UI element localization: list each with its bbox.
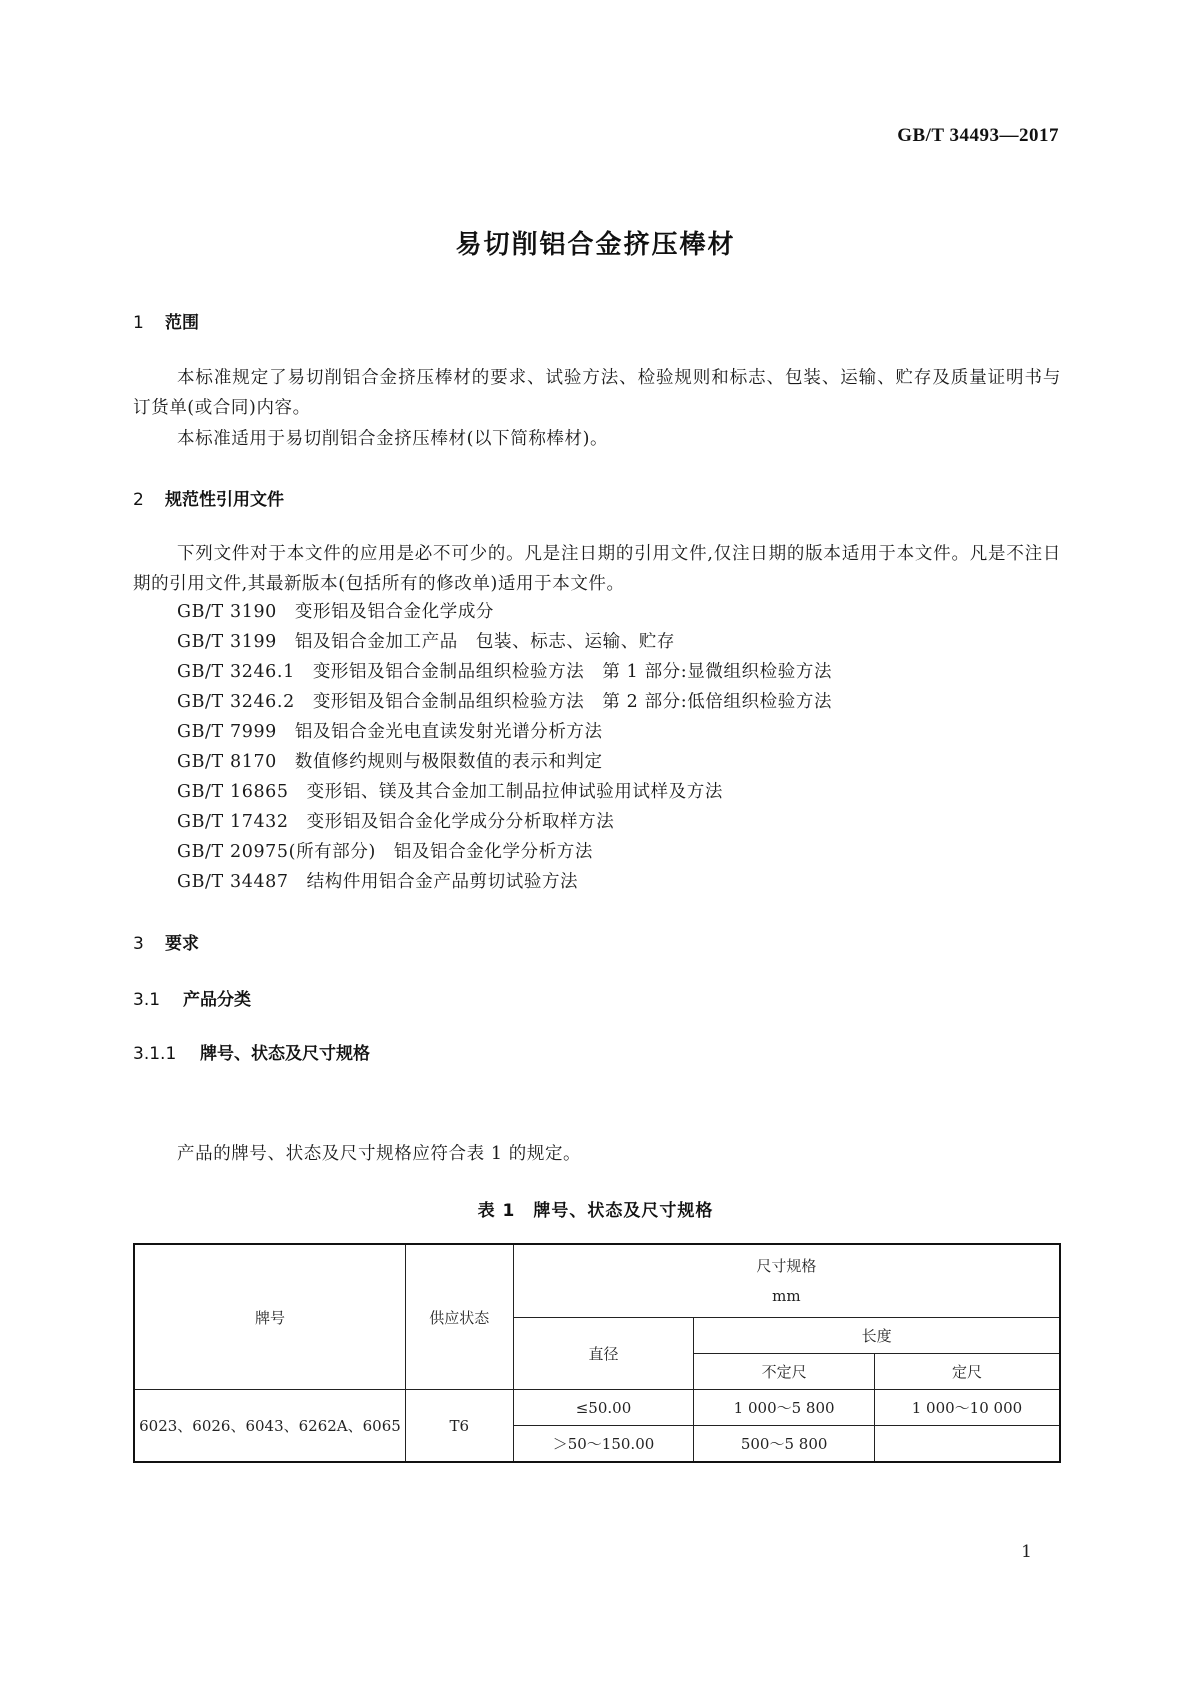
section-1-heading bbox=[133, 308, 199, 333]
section-title: 规范性引用文件 bbox=[165, 490, 284, 510]
section-number: 3 bbox=[133, 934, 144, 954]
header-size-unit: mm bbox=[772, 1287, 801, 1305]
reference-code: GB/T 3246.2 bbox=[177, 692, 295, 712]
header-size bbox=[513, 1244, 1060, 1318]
section-title: 产品分类 bbox=[183, 990, 251, 1010]
section-title: 范围 bbox=[165, 313, 199, 333]
section-3-1-1-paragraph: 产品的牌号、状态及尺寸规格应符合表 1 的规定。 bbox=[177, 1144, 582, 1164]
scope-paragraph-1: 本标准规定了易切削铝合金挤压棒材的要求、试验方法、检验规则和标志、包装、运输、贮存及质量证明书与订货单(或合同)内容。 bbox=[133, 368, 1061, 418]
header-temper: 供应状态 bbox=[405, 1244, 513, 1390]
reference-code: GB/T 3190 bbox=[177, 602, 277, 622]
cell-grade: 6023、6026、6043、6262A、6065 bbox=[134, 1390, 405, 1463]
header-length: 长度 bbox=[694, 1318, 1060, 1354]
reference-code: GB/T 3246.1 bbox=[177, 662, 295, 682]
section-2-heading bbox=[133, 485, 284, 510]
section-3-1-heading bbox=[133, 985, 251, 1010]
reference-code: GB/T 20975(所有部分) bbox=[177, 842, 376, 862]
reference-title: 变形铝及铝合金化学成分 bbox=[294, 602, 495, 622]
scope-paragraph-2: 本标准适用于易切削铝合金挤压棒材(以下简称棒材)。 bbox=[177, 429, 609, 449]
reference-title: 数值修约规则与极限数值的表示和判定 bbox=[294, 752, 603, 772]
cell-fixed-length bbox=[874, 1426, 1060, 1463]
section-title: 牌号、状态及尺寸规格 bbox=[200, 1044, 370, 1064]
cell-diameter: ＞50～150.00 bbox=[513, 1426, 694, 1463]
cell-temper: T6 bbox=[405, 1390, 513, 1463]
cell-diameter: ≤50.00 bbox=[513, 1390, 694, 1426]
reference-code: GB/T 8170 bbox=[177, 752, 277, 772]
references-intro: 下列文件对于本文件的应用是必不可少的。凡是注日期的引用文件,仅注日期的版本适用于本文件。凡是不注日期的引用文件,其最新版本(包括所有的修改单)适用于本文件。 bbox=[133, 544, 1061, 594]
reference-title: 变形铝及铝合金化学成分分析取样方法 bbox=[306, 812, 615, 832]
section-3-1-1-heading bbox=[133, 1039, 370, 1064]
header-grade: 牌号 bbox=[134, 1244, 405, 1390]
reference-item bbox=[177, 777, 723, 807]
reference-item bbox=[177, 747, 603, 777]
table-caption: 表 1 牌号、状态及尺寸规格 bbox=[477, 1201, 714, 1221]
reference-item bbox=[177, 837, 593, 867]
reference-title: 变形铝、镁及其合金加工制品拉伸试验用试样及方法 bbox=[306, 782, 723, 802]
section-number: 3.1.1 bbox=[133, 1044, 177, 1064]
table-row bbox=[134, 1390, 1060, 1426]
header-size-label: 尺寸规格 bbox=[756, 1257, 817, 1275]
reference-title: 铝及铝合金加工产品 包装、标志、运输、贮存 bbox=[294, 632, 676, 652]
reference-item bbox=[177, 597, 494, 627]
reference-code: GB/T 16865 bbox=[177, 782, 289, 802]
spec-table bbox=[133, 1243, 1061, 1463]
section-number: 3.1 bbox=[133, 990, 161, 1010]
section-number: 1 bbox=[133, 313, 144, 333]
reference-item bbox=[177, 627, 675, 657]
reference-item bbox=[177, 807, 614, 837]
cell-fixed-length: 1 000～10 000 bbox=[874, 1390, 1060, 1426]
reference-title: 铝及铝合金光电直读发射光谱分析方法 bbox=[294, 722, 603, 742]
header-diameter: 直径 bbox=[513, 1318, 694, 1390]
standard-code: GB/T 34493—2017 bbox=[897, 125, 1059, 146]
reference-item bbox=[177, 657, 832, 687]
reference-item bbox=[177, 687, 832, 717]
reference-code: GB/T 7999 bbox=[177, 722, 277, 742]
section-number: 2 bbox=[133, 490, 144, 510]
cell-random-length: 500～5 800 bbox=[694, 1426, 875, 1463]
reference-code: GB/T 34487 bbox=[177, 872, 289, 892]
reference-item bbox=[177, 867, 578, 897]
document-title: 易切削铝合金挤压棒材 bbox=[455, 230, 736, 260]
header-fixed-length: 定尺 bbox=[874, 1354, 1060, 1390]
cell-random-length: 1 000～5 800 bbox=[694, 1390, 875, 1426]
reference-title: 铝及铝合金化学分析方法 bbox=[393, 842, 594, 862]
reference-title: 结构件用铝合金产品剪切试验方法 bbox=[306, 872, 579, 892]
reference-title: 变形铝及铝合金制品组织检验方法 第 1 部分:显微组织检验方法 bbox=[312, 662, 833, 682]
table-header-row bbox=[134, 1244, 1060, 1318]
reference-code: GB/T 3199 bbox=[177, 632, 277, 652]
reference-code: GB/T 17432 bbox=[177, 812, 289, 832]
page-number: 1 bbox=[1021, 1542, 1032, 1562]
section-3-heading bbox=[133, 929, 199, 954]
reference-title: 变形铝及铝合金制品组织检验方法 第 2 部分:低倍组织检验方法 bbox=[312, 692, 833, 712]
header-random-length: 不定尺 bbox=[694, 1354, 875, 1390]
reference-item bbox=[177, 717, 603, 747]
section-title: 要求 bbox=[165, 934, 199, 954]
